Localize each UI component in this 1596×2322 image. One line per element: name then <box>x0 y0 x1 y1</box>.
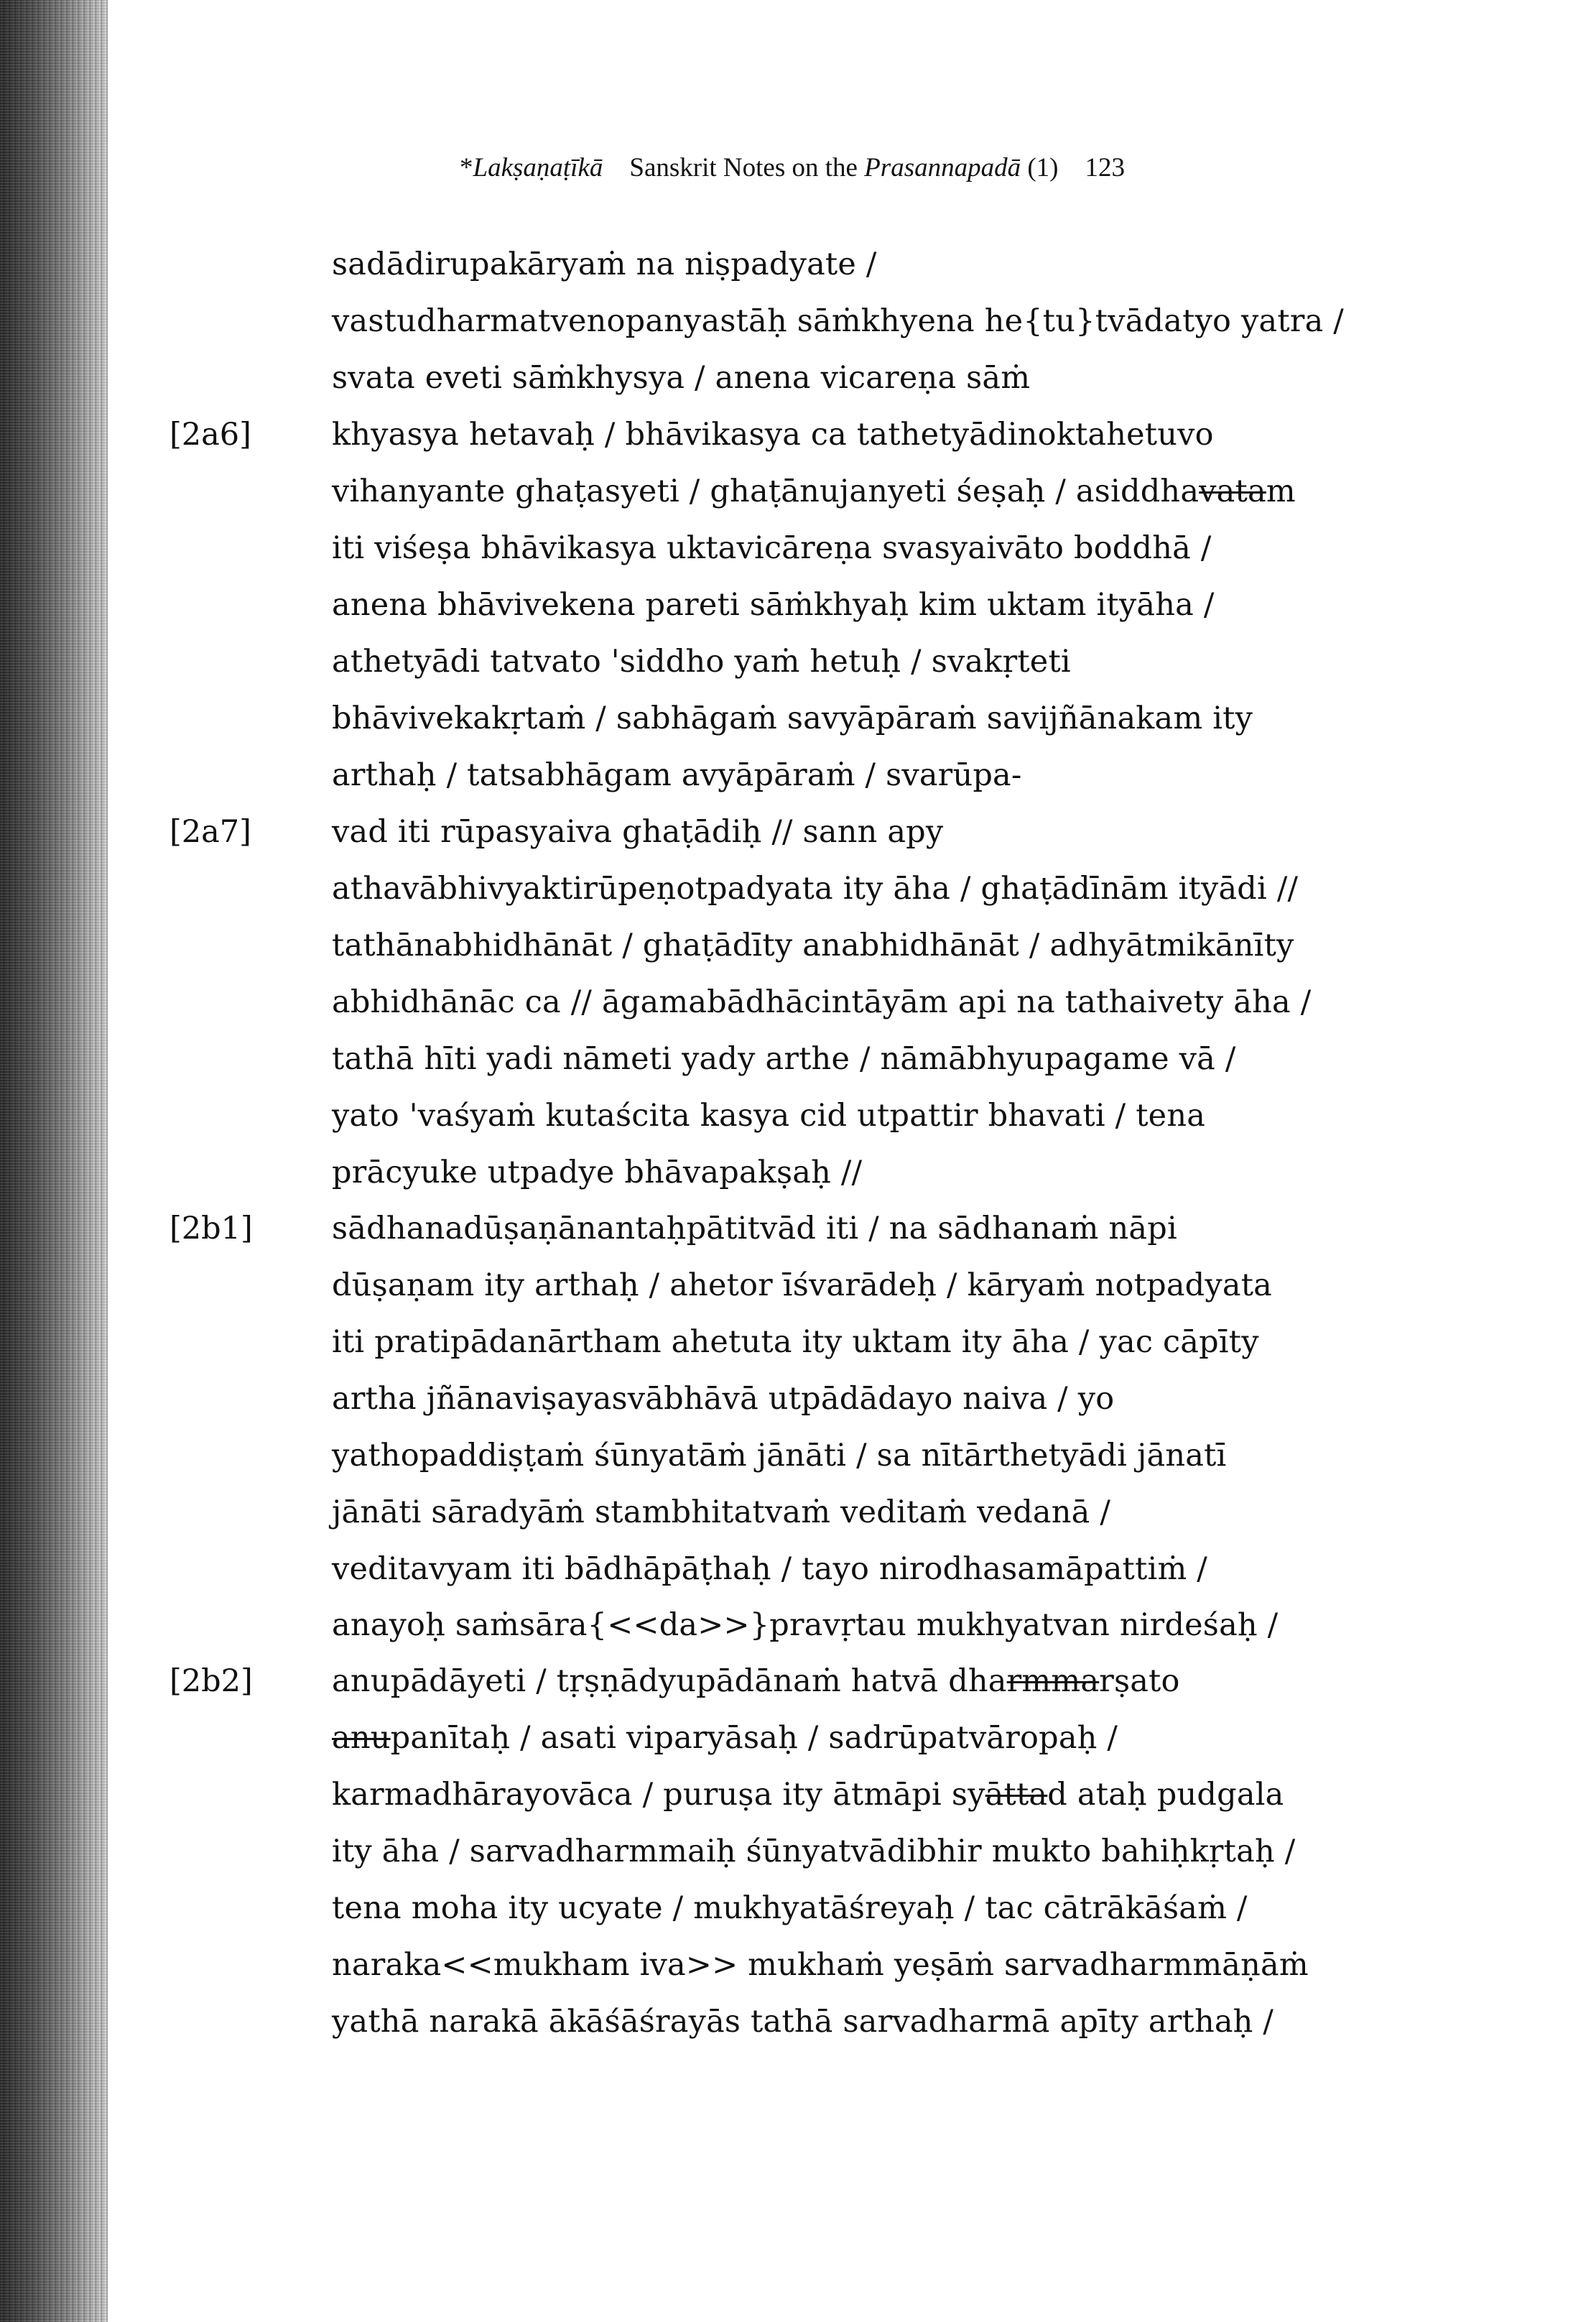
text-line: tathānabhidhānāt / ghaṭādīty anabhidhānāt / adhyātmikānīty <box>332 928 1294 963</box>
text-line: prācyuke utpadye bhāvapakṣaḥ // <box>332 1155 863 1190</box>
text-line <box>332 1663 1180 1699</box>
text-line: tena moha ity ucyate / mukhyatāśreyaḥ / tac cātrākāśaṁ / <box>332 1890 1248 1926</box>
folio-marker: [2b2] <box>170 1663 253 1699</box>
struck-text: rmma <box>1006 1663 1100 1699</box>
text-segment: m <box>1266 473 1296 509</box>
text-line: athavābhivyaktirūpeṇotpadyata ity āha / ghaṭādīnām ityādi // <box>332 871 1299 907</box>
text-line: sādhanadūṣaṇānantaḥpātitvād iti / na sādhanaṁ nāpi <box>332 1211 1177 1246</box>
text-line: tathā hīti yadi nāmeti yady arthe / nāmābhyupagame vā / <box>332 1041 1236 1077</box>
text-line: svata eveti sāṁkhysya / anena vicareṇa sāṁ <box>332 360 1031 396</box>
text-line <box>332 1720 1118 1756</box>
text-line: vastudharmatvenopanyastāḥ sāṁkhyena he{tu}tvādatyo yatra / <box>332 303 1344 339</box>
text-line: iti viśeṣa bhāvikasya uktavicāreṇa svasyaivāto boddhā / <box>332 530 1212 566</box>
text-segment: vihanyante ghaṭasyeti / ghaṭānujanyeti śeṣaḥ / asiddha <box>332 473 1200 509</box>
text-segment: rṣato <box>1099 1663 1180 1699</box>
struck-text: ta <box>1016 1777 1048 1813</box>
header-title: Lakṣaṇaṭīkā <box>473 153 603 182</box>
text-line: abhidhānāc ca // āgamabādhācintāyām api na tathaivety āha / <box>332 984 1312 1020</box>
header-asterisk: * <box>460 153 473 182</box>
text-line: vad iti rūpasyaiva ghaṭādiḥ // sann apy <box>332 814 944 850</box>
text-line: khyasya hetavaḥ / bhāvikasya ca tathetyādinoktahetuvo <box>332 417 1214 453</box>
header-subtitle-post: (1) <box>1021 153 1059 182</box>
text-line: anayoḥ saṁsāra{<<da>>}pravṛtau mukhyatvan nirdeśaḥ / <box>332 1607 1279 1643</box>
scan-binding-shadow <box>0 0 108 2322</box>
struck-text: anu <box>332 1720 391 1756</box>
text-segment: karmadhārayovāca / puruṣa ity ātmāpi sy <box>332 1777 985 1813</box>
text-line: yato 'vaśyaṁ kutaścita kasya cid utpattir bhavati / tena <box>332 1098 1206 1134</box>
text-line: jānāti sāradyāṁ stambhitatvaṁ veditaṁ vedanā / <box>332 1494 1111 1530</box>
text-segment: panītaḥ / asati viparyāsaḥ / sadrūpatvāropaḥ / <box>390 1720 1118 1756</box>
text-line: naraka<<mukham iva>> mukhaṁ yeṣāṁ sarvadharmmāṇāṁ <box>332 1947 1309 1983</box>
header-subtitle-pre: Sanskrit Notes on the <box>629 153 865 182</box>
text-line: anena bhāvivekena pareti sāṁkhyaḥ kim uktam ityāha / <box>332 587 1215 623</box>
text-line: athetyādi tatvato 'siddho yaṁ hetuḥ / svakṛteti <box>332 644 1071 680</box>
struck-text: āt <box>985 1777 1016 1813</box>
text-segment: d ataḥ pudgala <box>1047 1777 1284 1813</box>
folio-marker: [2a6] <box>170 417 251 453</box>
text-line: veditavyam iti bādhāpāṭhaḥ / tayo nirodhasamāpattiṁ / <box>332 1551 1207 1587</box>
running-header <box>460 152 1125 183</box>
text-line: yathā narakā ākāśāśrayās tathā sarvadharmā apīty arthaḥ / <box>332 2004 1274 2040</box>
text-line: iti pratipādanārtham ahetuta ity uktam ity āha / yac cāpīty <box>332 1324 1259 1360</box>
folio-marker: [2a7] <box>170 814 251 850</box>
header-subtitle-work: Prasannapadā <box>864 153 1021 182</box>
text-line: yathopaddiṣṭaṁ śūnyatāṁ jānāti / sa nītārthetyādi jānatī <box>332 1438 1227 1474</box>
text-segment: anupādāyeti / tṛṣṇādyupādānaṁ hatvā dha <box>332 1663 1007 1699</box>
page-number: 123 <box>1085 153 1126 182</box>
text-line: bhāvivekakṛtaṁ / sabhāgaṁ savyāpāraṁ savijñānakam ity <box>332 700 1253 736</box>
text-line: artha jñānaviṣayasvābhāvā utpādādayo naiva / yo <box>332 1381 1115 1417</box>
text-line: arthaḥ / tatsabhāgam avyāpāraṁ / svarūpa- <box>332 757 1022 793</box>
text-line <box>332 1777 1284 1813</box>
text-line: dūṣaṇam ity arthaḥ / ahetor īśvarādeḥ / kāryaṁ notpadyata <box>332 1267 1273 1303</box>
folio-marker: [2b1] <box>170 1211 253 1246</box>
text-line <box>332 473 1296 509</box>
text-line: sadādirupakāryaṁ na niṣpadyate / <box>332 246 877 282</box>
struck-text: vata <box>1199 473 1266 509</box>
text-line: ity āha / sarvadharmmaiḥ śūnyatvādibhir mukto bahiḥkṛtaḥ / <box>332 1833 1296 1869</box>
